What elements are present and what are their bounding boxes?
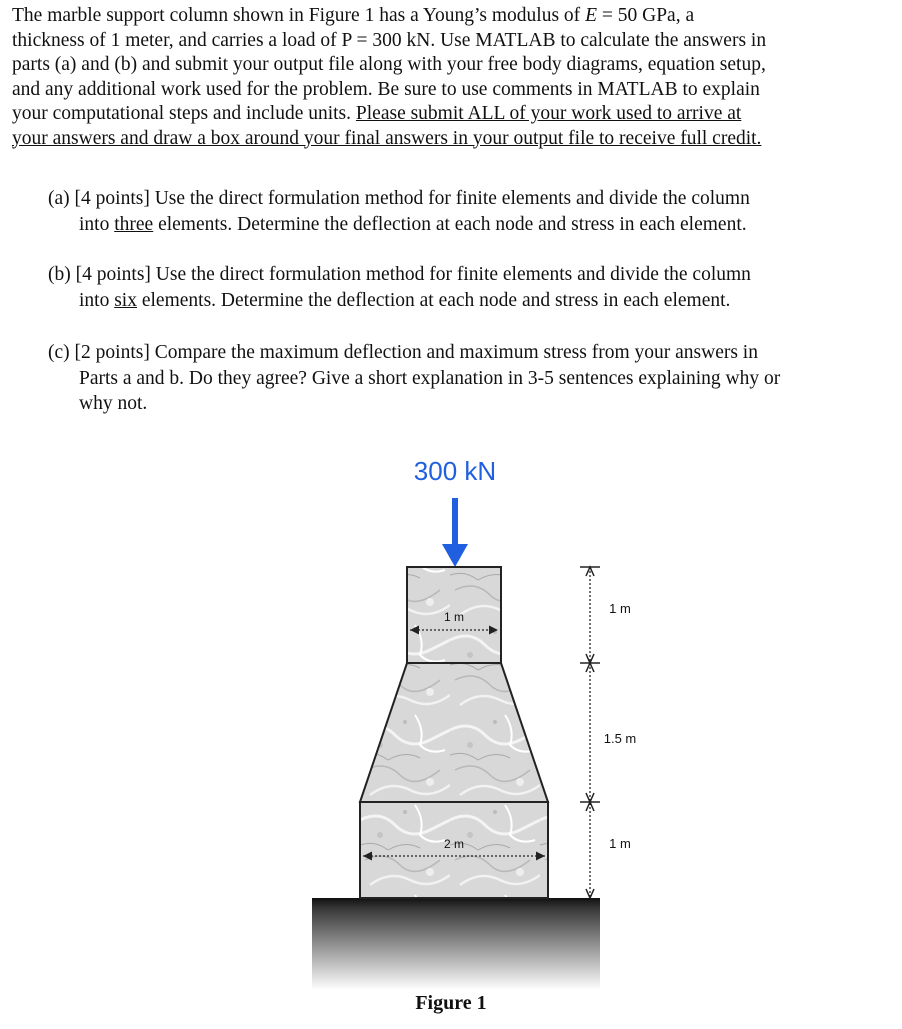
column-tapered-section <box>360 663 548 802</box>
intro-line-3: parts (a) and (b) and submit your output file along with your free body diagrams, equation setup, <box>12 54 766 75</box>
part-a-underlined-count: three <box>114 213 154 235</box>
part-b-underlined-count: six <box>114 289 137 311</box>
intro-line-1 <box>12 4 892 29</box>
part-b-line-1: [4 points] Use the direct formulation method for finite elements and divide the column <box>75 264 751 285</box>
part-b <box>48 262 888 313</box>
part-a-line-1: [4 points] Use the direct formulation method for finite elements and divide the column <box>74 188 750 209</box>
top-width-label: 1 m <box>443 610 465 624</box>
part-a-line-2-pre: into <box>79 213 115 235</box>
load-arrow-icon <box>442 498 468 567</box>
height-bottom-label: 1 m <box>609 836 631 851</box>
part-a <box>48 186 888 237</box>
part-c <box>48 340 888 417</box>
part-c-line-3: why not. <box>79 393 148 414</box>
intro-text-1: The marble support column shown in Figure 1 has a Young’s modulus of <box>12 5 586 26</box>
column-diagram <box>0 440 902 1024</box>
part-c-line-2: Parts a and b. Do they agree? Give a short explanation in 3-5 sentences explaining why or <box>79 367 781 389</box>
height-middle-label: 1.5 m <box>603 731 637 746</box>
part-a-tag: (a) <box>48 188 70 209</box>
intro-line-5 <box>12 102 892 127</box>
modulus-value: = 50 GPa, a <box>596 5 695 26</box>
load-label: 300 kN <box>413 456 497 486</box>
part-c-tag: (c) <box>48 342 70 363</box>
figure-1 <box>0 440 902 1024</box>
part-a-line-2-post: elements. Determine the deflection at each node and stress in each element. <box>153 213 747 235</box>
part-b-line-2-post: elements. Determine the deflection at each node and stress in each element. <box>136 289 731 311</box>
intro-text-5: your computational steps and include units. <box>12 103 356 124</box>
part-b-line-2-pre: into <box>79 289 115 311</box>
bottom-width-label: 2 m <box>443 837 465 851</box>
intro-line-4: and any additional work used for the problem. Be sure to use comments in MATLAB to explain <box>12 78 760 100</box>
part-c-line-1: [2 points] Compare the maximum deflection and maximum stress from your answers in <box>74 342 758 363</box>
modulus-symbol: E <box>585 5 597 26</box>
part-b-tag: (b) <box>48 264 71 285</box>
intro-line-2: thickness of 1 meter, and carries a load of P = 300 kN. Use MATLAB to calculate the answers in <box>12 29 767 51</box>
height-top-label: 1 m <box>609 601 631 616</box>
underlined-instruction-1: Please submit ALL of your work used to arrive at <box>355 103 742 124</box>
ground <box>312 898 600 990</box>
problem-statement <box>12 4 892 151</box>
underlined-instruction-2: your answers and draw a box around your final answers in your output file to receive full credit. <box>12 127 762 149</box>
height-dimension <box>580 567 600 898</box>
figure-caption: Figure 1 <box>415 992 487 1014</box>
